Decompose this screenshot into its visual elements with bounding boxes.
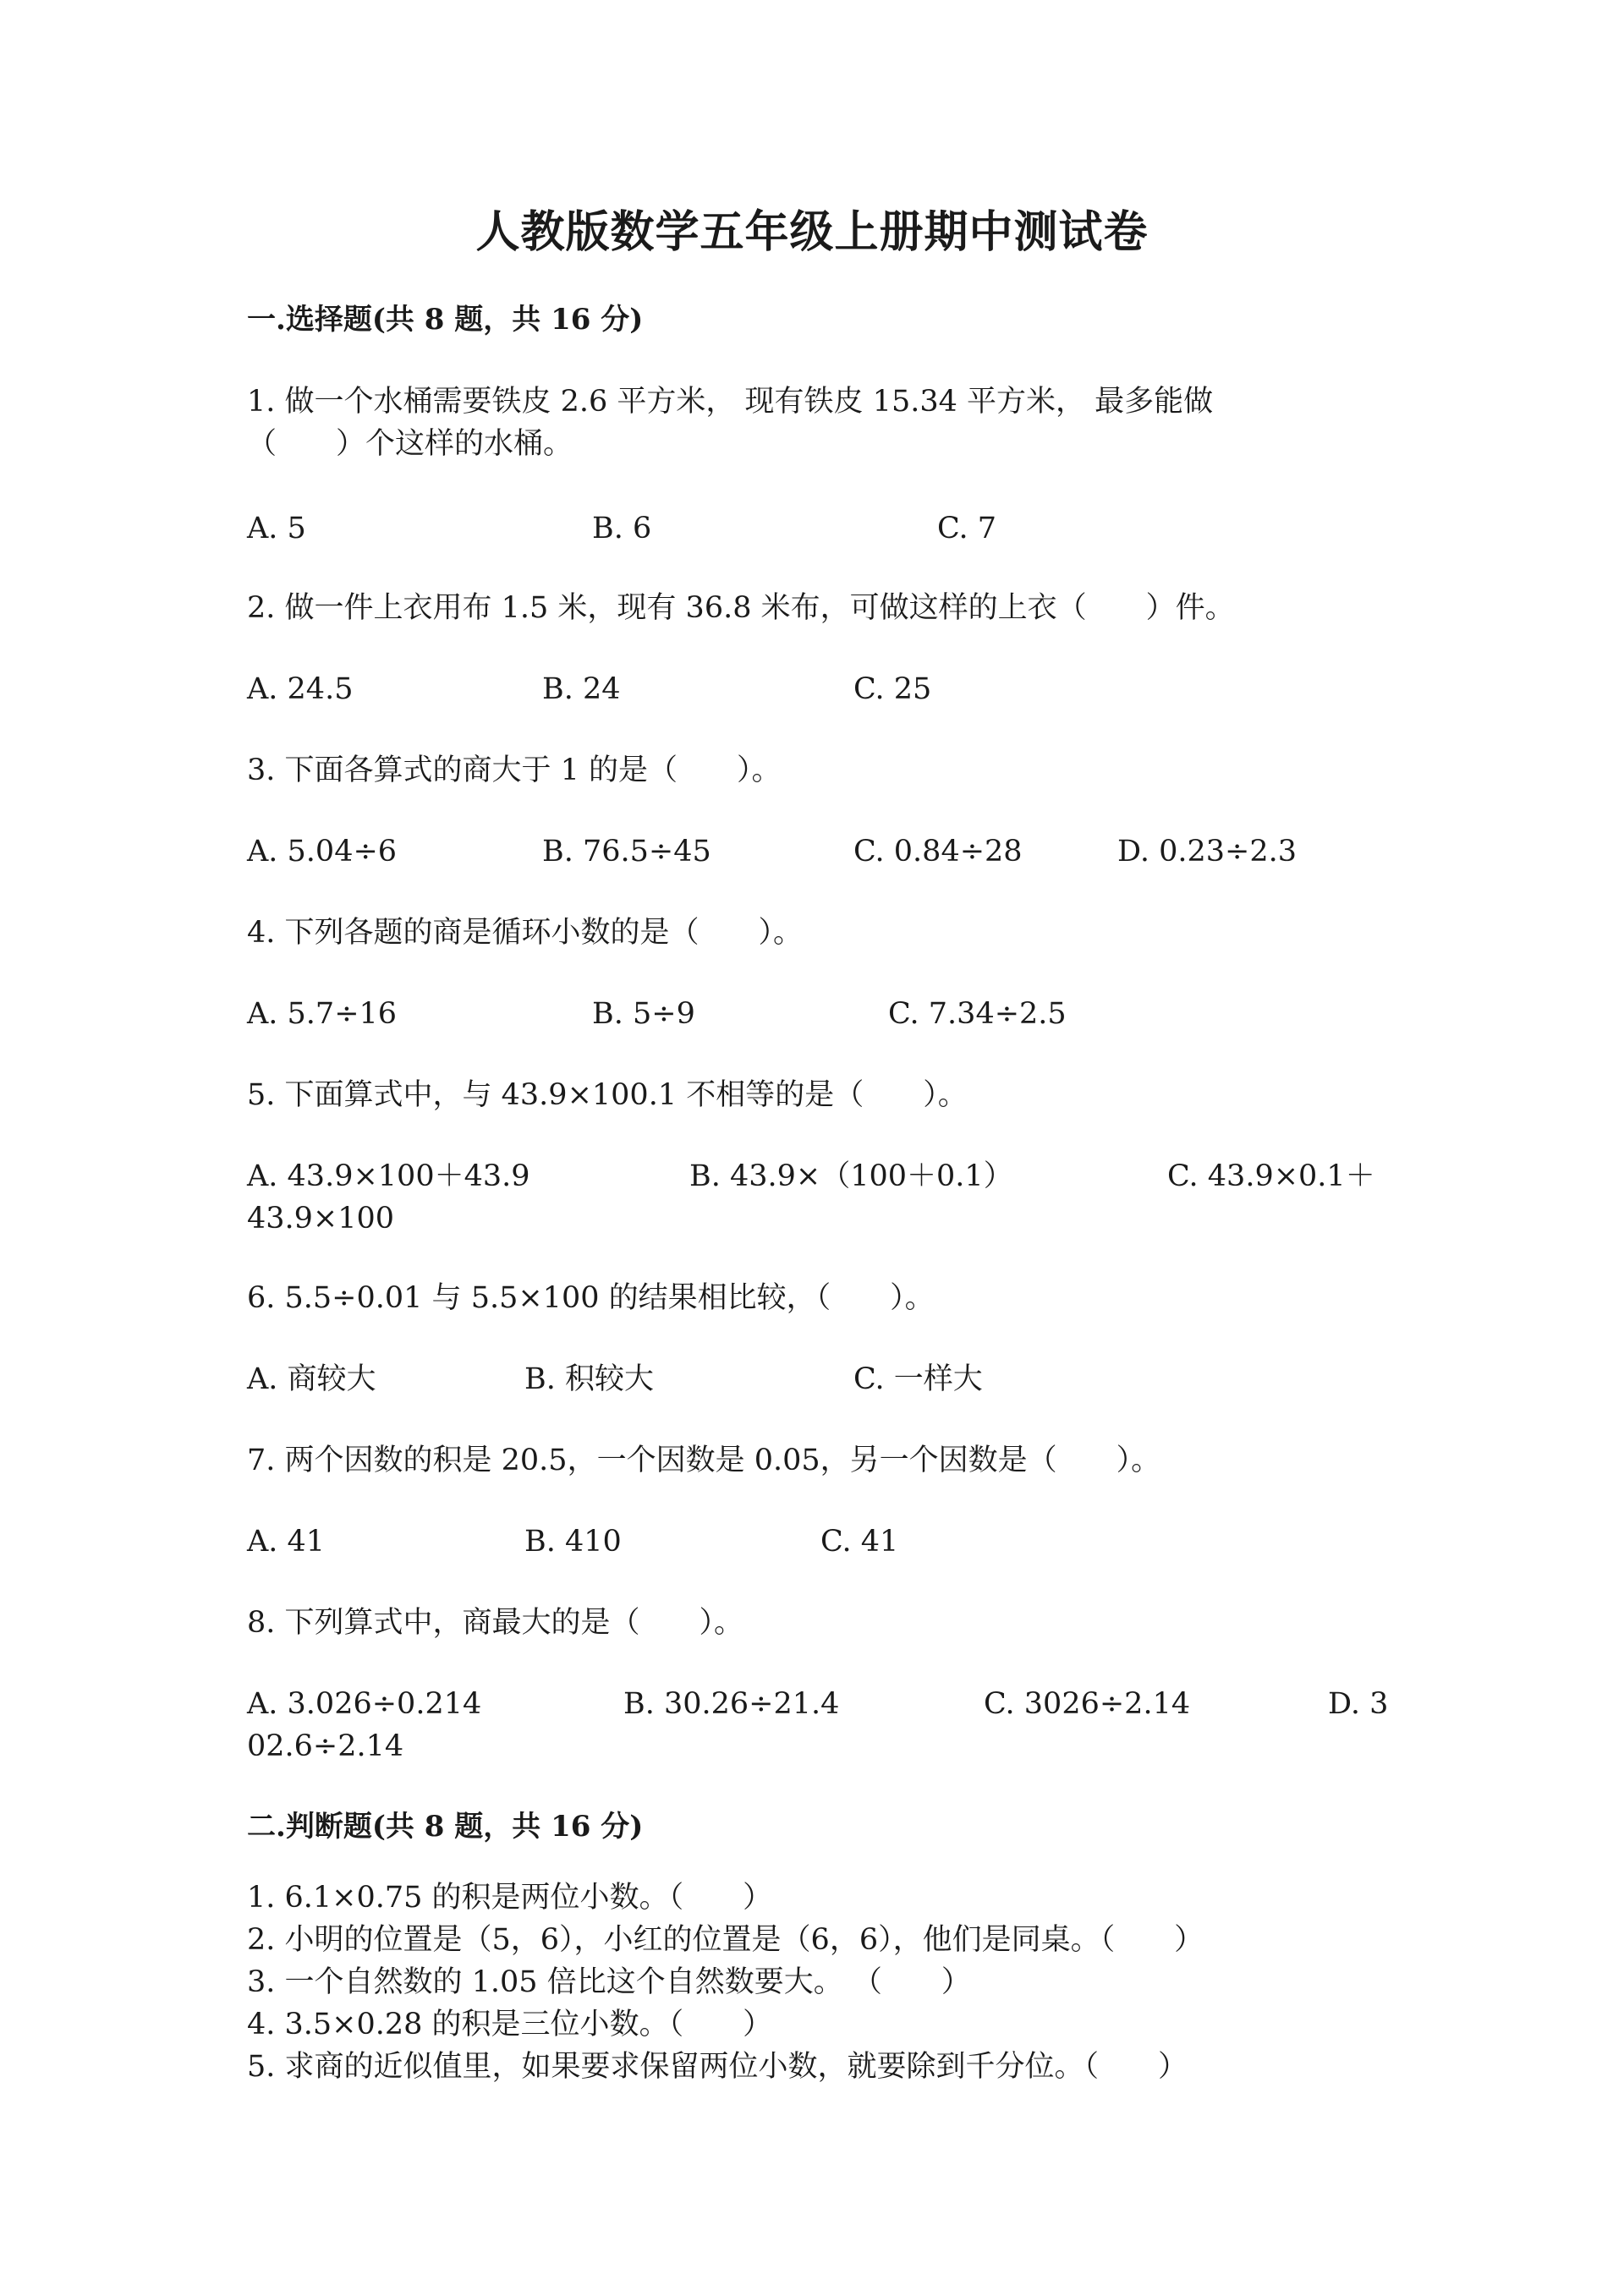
question-1-option-c: C. 7 <box>937 512 997 545</box>
question-5-option-a: A. 43.9×100＋43.9 <box>247 1159 530 1193</box>
question-8-option-d: D. 3 <box>1328 1687 1389 1721</box>
judgement-item-5: 5. 求商的近似值里，如果要求保留两位小数，就要除到千分位。（ ） <box>247 2050 1188 2084</box>
question-3-option-b: B. 76.5÷45 <box>542 835 711 869</box>
question-8-option-d-cont: 02.6÷2.14 <box>247 1729 404 1763</box>
question-7-option-c: C. 41 <box>820 1525 899 1559</box>
question-2-option-b: B. 24 <box>542 672 621 706</box>
question-7-stem: 7. 两个因数的积是 20.5，一个因数是 0.05，另一个因数是（ ）。 <box>247 1444 1161 1477</box>
section-heading-judgement: 二.判断题(共 8 题，共 16 分) <box>247 1810 644 1844</box>
judgement-item-3: 3. 一个自然数的 1.05 倍比这个自然数要大。 （ ） <box>247 1965 971 1999</box>
question-2-stem: 2. 做一件上衣用布 1.5 米，现有 36.8 米布，可做这样的上衣（ ）件。 <box>247 591 1235 625</box>
question-4-option-a: A. 5.7÷16 <box>247 997 398 1031</box>
question-6-option-c: C. 一样大 <box>853 1362 983 1396</box>
judgement-item-4: 4. 3.5×0.28 的积是三位小数。（ ） <box>247 2008 773 2041</box>
question-6-option-a: A. 商较大 <box>247 1362 376 1396</box>
question-1-option-b: B. 6 <box>592 512 652 545</box>
question-4-option-b: B. 5÷9 <box>592 997 695 1031</box>
question-6-option-b: B. 积较大 <box>524 1362 654 1396</box>
section-heading-choice: 一.选择题(共 8 题，共 16 分) <box>247 303 644 337</box>
question-4-option-c: C. 7.34÷2.5 <box>888 997 1067 1031</box>
question-8-option-c: C. 3026÷2.14 <box>984 1687 1191 1721</box>
question-7-option-b: B. 410 <box>524 1525 622 1559</box>
question-8-option-b: B. 30.26÷21.4 <box>623 1687 840 1721</box>
question-3-option-d: D. 0.23÷2.3 <box>1117 835 1297 869</box>
question-5-option-c-cont: 43.9×100 <box>247 1202 395 1236</box>
question-4-stem: 4. 下列各题的商是循环小数的是（ ）。 <box>247 916 804 950</box>
question-2-option-a: A. 24.5 <box>247 672 354 706</box>
question-5-option-b: B. 43.9×（100＋0.1） <box>689 1159 1013 1193</box>
question-3-stem: 3. 下面各算式的商大于 1 的是（ ）。 <box>247 753 782 787</box>
question-7-option-a: A. 41 <box>247 1525 326 1559</box>
judgement-item-2: 2. 小明的位置是（5，6），小红的位置是（6，6），他们是同桌。（ ） <box>247 1923 1204 1957</box>
question-5-option-c: C. 43.9×0.1＋ <box>1167 1159 1375 1193</box>
page-title: 人教版数学五年级上册期中测试卷 <box>475 206 1149 258</box>
question-6-stem: 6. 5.5÷0.01 与 5.5×100 的结果相比较，（ ）。 <box>247 1281 935 1315</box>
question-2-option-c: C. 25 <box>853 672 932 706</box>
question-3-option-a: A. 5.04÷6 <box>247 835 398 869</box>
question-8-stem: 8. 下列算式中，商最大的是（ ）。 <box>247 1606 744 1640</box>
question-1-option-a: A. 5 <box>247 512 306 545</box>
judgement-item-1: 1. 6.1×0.75 的积是两位小数。（ ） <box>247 1881 773 1915</box>
question-1-stem-cont: （ ）个这样的水桶。 <box>247 427 573 461</box>
question-1-stem: 1. 做一个水桶需要铁皮 2.6 平方米， 现有铁皮 15.34 平方米， 最多能做 <box>247 385 1214 419</box>
question-8-option-a: A. 3.026÷0.214 <box>247 1687 482 1721</box>
question-5-stem: 5. 下面算式中，与 43.9×100.1 不相等的是（ ）。 <box>247 1078 968 1112</box>
question-3-option-c: C. 0.84÷28 <box>853 835 1023 869</box>
